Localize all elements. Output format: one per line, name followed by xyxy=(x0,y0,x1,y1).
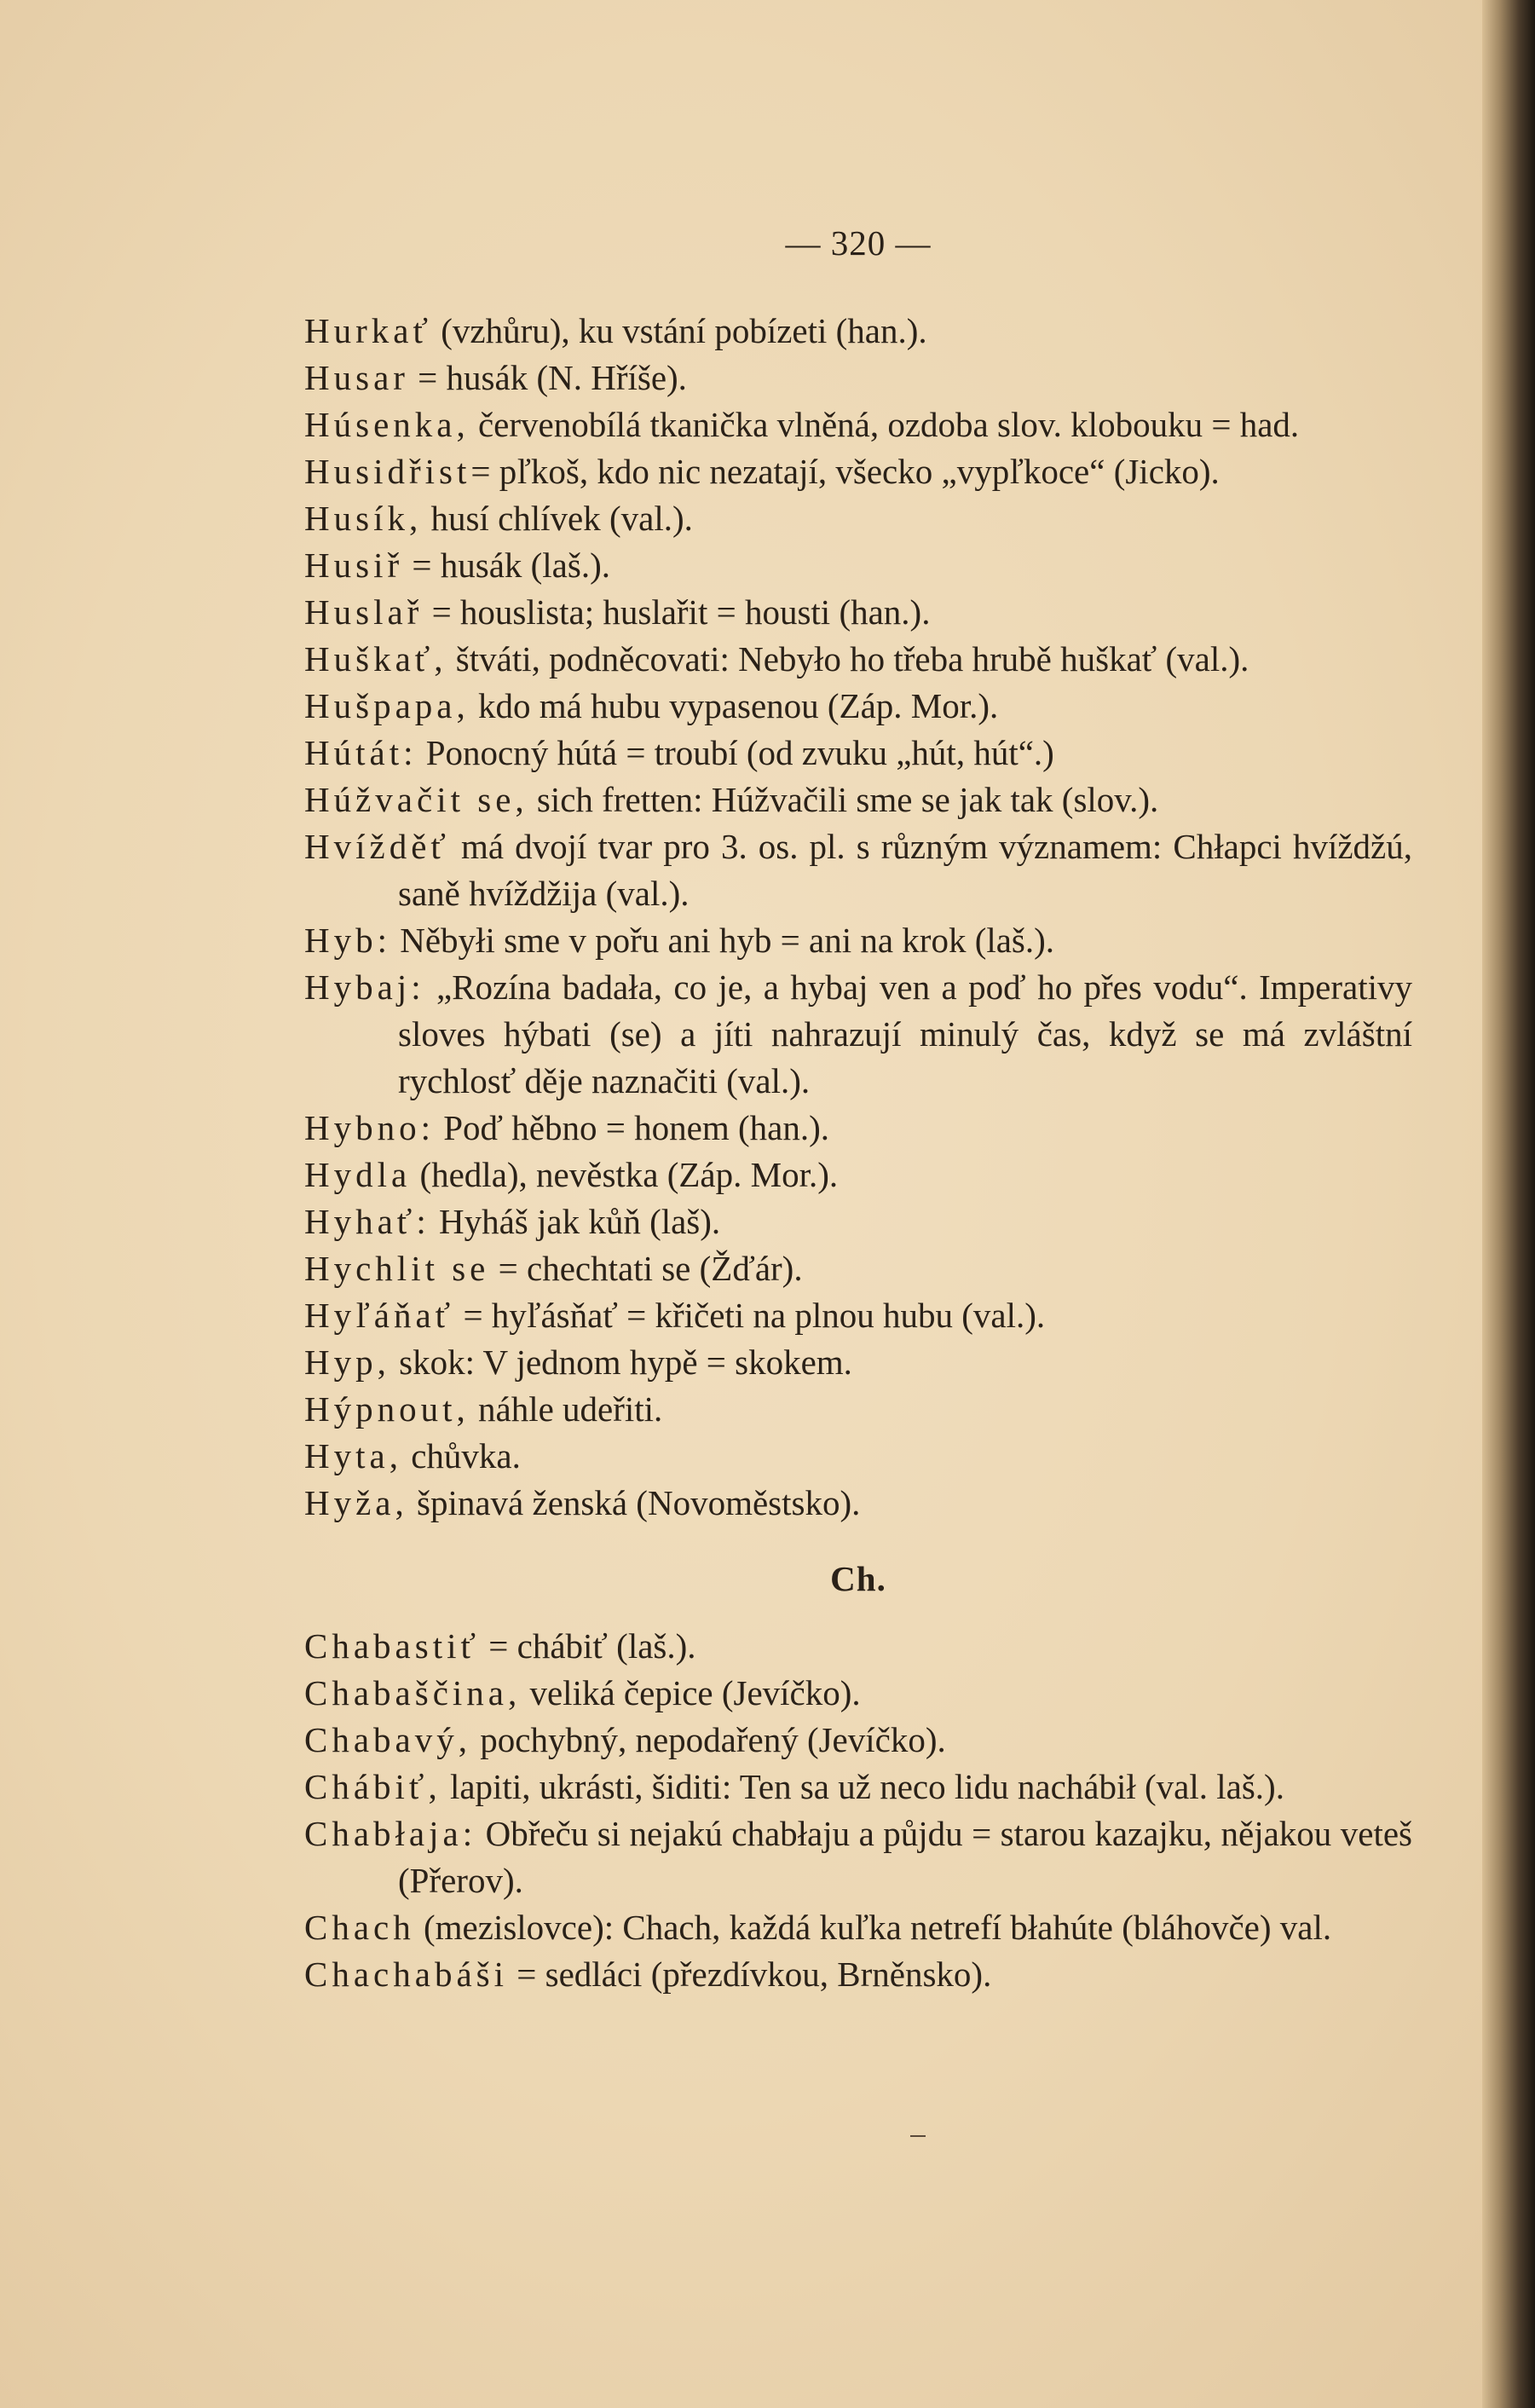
entry-definition: Obřeču si nejakú chabłaju a půjdu = starou kazajku, nějakou veteš (Přerov). xyxy=(398,1814,1412,1900)
entry-definition: lapiti, ukrásti, šiditi: Ten sa už neco lidu nachábił (val. laš.). xyxy=(441,1767,1284,1806)
dictionary-entry xyxy=(304,1339,1412,1386)
dictionary-entry xyxy=(304,1670,1412,1717)
entry-headword: Hýpnout, xyxy=(304,1389,470,1429)
dictionary-entry xyxy=(304,308,1412,355)
dictionary-entry xyxy=(304,495,1412,542)
entry-headword: Hyta, xyxy=(304,1436,402,1475)
dictionary-entry xyxy=(304,1951,1412,1998)
entry-headword: Chabaščina, xyxy=(304,1673,522,1712)
entry-headword: Hyža, xyxy=(304,1483,408,1522)
dictionary-entry xyxy=(304,1764,1412,1810)
entry-headword: Húsenka, xyxy=(304,405,470,444)
entry-headword: Huškať, xyxy=(304,639,447,679)
entry-headword: Húžvačit se, xyxy=(304,780,528,819)
dictionary-entry xyxy=(304,401,1412,448)
entry-definition: pochybný, nepodařený (Jevíčko). xyxy=(471,1720,946,1759)
entry-definition: = houslista; huslařit = housti (han.). xyxy=(423,592,931,632)
entry-definition: = chábiť (laš.). xyxy=(480,1626,696,1666)
entry-headword: Chábiť, xyxy=(304,1767,441,1806)
entry-headword: Hurkať xyxy=(304,311,432,350)
entry-headword: Husar xyxy=(304,358,409,397)
dictionary-entry xyxy=(304,1810,1412,1904)
dictionary-entry xyxy=(304,683,1412,730)
entry-headword: Husidřist xyxy=(304,452,471,491)
dictionary-entry xyxy=(304,1623,1412,1670)
dictionary-section-ch xyxy=(304,1623,1412,1998)
dictionary-entry xyxy=(304,355,1412,401)
entry-definition: = husák (N. Hříše). xyxy=(408,358,687,397)
entry-definition: = chechtati se (Žďár). xyxy=(489,1249,803,1288)
dictionary-entry xyxy=(304,1904,1412,1951)
entry-definition: červenobílá tkanička vlněná, ozdoba slov. klobouku = had. xyxy=(469,405,1300,444)
section-heading: Ch. xyxy=(830,1559,886,1598)
entry-definition: má dvojí tvar pro 3. os. pl. s různým významem: Chłapci hvíždžú, saně hvíždžija (val.). xyxy=(398,827,1412,913)
entry-definition: štváti, podněcovati: Nebyło ho třeba hrubě huškať (val.). xyxy=(447,639,1249,679)
entry-headword: Hydla xyxy=(304,1155,412,1194)
entry-headword: Chabavý, xyxy=(304,1720,471,1759)
entry-definition: kdo má hubu vypasenou (Záp. Mor.). xyxy=(469,686,999,725)
entry-headword: Hybaj: xyxy=(304,967,425,1007)
entry-definition: husí chlívek (val.). xyxy=(422,499,693,538)
entry-headword: Hútát: xyxy=(304,733,418,772)
entry-headword: Husiř xyxy=(304,546,404,585)
entry-headword: Chabłaja: xyxy=(304,1814,477,1853)
entry-headword: Hyľáňať xyxy=(304,1296,455,1335)
entry-headword: Chabastiť xyxy=(304,1626,480,1666)
entry-definition: Hyháš jak kůň (laš). xyxy=(430,1202,721,1241)
dictionary-entry xyxy=(304,964,1412,1105)
entry-definition: „Rozína badała, co je, a hybaj ven a poď ho přes vodu“. Imperativy sloves hýbati (se) a jíti nahrazují minulý čas, když se má zvláštní rychlosť děje naznačiti (val.). xyxy=(398,967,1412,1100)
entry-definition: Něbyłi sme v pořu ani hyb = ani na krok (laš.). xyxy=(391,921,1055,960)
entry-definition: = hyľásňať = křičeti na plnou hubu (val.). xyxy=(454,1296,1046,1335)
dictionary-entry xyxy=(304,1105,1412,1152)
entry-definition: = pľkoš, kdo nic nezatají, všecko „vypľkoce“ (Jicko). xyxy=(470,452,1220,491)
dictionary-entry xyxy=(304,1433,1412,1480)
entry-definition: (vzhůru), ku vstání pobízeti (han.). xyxy=(431,311,927,350)
dictionary-entry xyxy=(304,730,1412,777)
entry-definition: (hedla), nevěstka (Záp. Mor.). xyxy=(411,1155,839,1194)
page-number: — 320 — xyxy=(785,223,932,263)
entry-headword: Chach xyxy=(304,1908,415,1947)
dictionary-entry xyxy=(304,448,1412,495)
page-content xyxy=(304,220,1412,1998)
entry-definition: veliká čepice (Jevíčko). xyxy=(521,1673,861,1712)
dictionary-entry xyxy=(304,542,1412,589)
entry-headword: Hušpapa, xyxy=(304,686,470,725)
dictionary-entry xyxy=(304,917,1412,964)
entry-headword: Hybno: xyxy=(304,1108,435,1147)
entry-definition: (mezislovce): Chach, každá kuľka netrefí błahúte (bláhovče) val. xyxy=(414,1908,1332,1947)
entry-definition: špinavá ženská (Novoměstsko). xyxy=(407,1483,861,1522)
dictionary-entry xyxy=(304,1480,1412,1527)
dictionary-entry xyxy=(304,1245,1412,1292)
entry-headword: Hyb: xyxy=(304,921,391,960)
entry-headword: Husík, xyxy=(304,499,423,538)
entry-definition: = sedláci (přezdívkou, Brněnsko). xyxy=(507,1955,992,1994)
entry-headword: Huslař xyxy=(304,592,424,632)
dictionary-entry xyxy=(304,1717,1412,1764)
entry-headword: Hychlit se xyxy=(304,1249,490,1288)
dictionary-entry xyxy=(304,1198,1412,1245)
entry-headword: Hyp, xyxy=(304,1343,390,1382)
dictionary-section-h xyxy=(304,308,1412,1527)
entry-headword: Hyhať: xyxy=(304,1202,430,1241)
dictionary-entry xyxy=(304,1152,1412,1198)
dictionary-entry xyxy=(304,589,1412,636)
dictionary-entry xyxy=(304,1292,1412,1339)
footer-mark xyxy=(910,2135,926,2137)
entry-definition: Poď hěbno = honem (han.). xyxy=(435,1108,829,1147)
entry-definition: = husák (laš.). xyxy=(403,546,610,585)
dictionary-entry xyxy=(304,636,1412,683)
dictionary-entry xyxy=(304,823,1412,917)
entry-headword: Hvížděť xyxy=(304,827,450,866)
dictionary-entry xyxy=(304,1386,1412,1433)
entry-definition: náhle udeřiti. xyxy=(469,1389,663,1429)
book-spine xyxy=(1482,0,1535,2408)
entry-definition: skok: V jednom hypě = skokem. xyxy=(390,1343,852,1382)
entry-definition: sich fretten: Húžvačili sme se jak tak (slov.). xyxy=(528,780,1159,819)
entry-definition: chůvka. xyxy=(401,1436,521,1475)
entry-headword: Chachabáši xyxy=(304,1955,508,1994)
dictionary-entry xyxy=(304,777,1412,823)
entry-definition: Ponocný hútá = troubí (od zvuku „hút, hút“.) xyxy=(417,733,1054,772)
